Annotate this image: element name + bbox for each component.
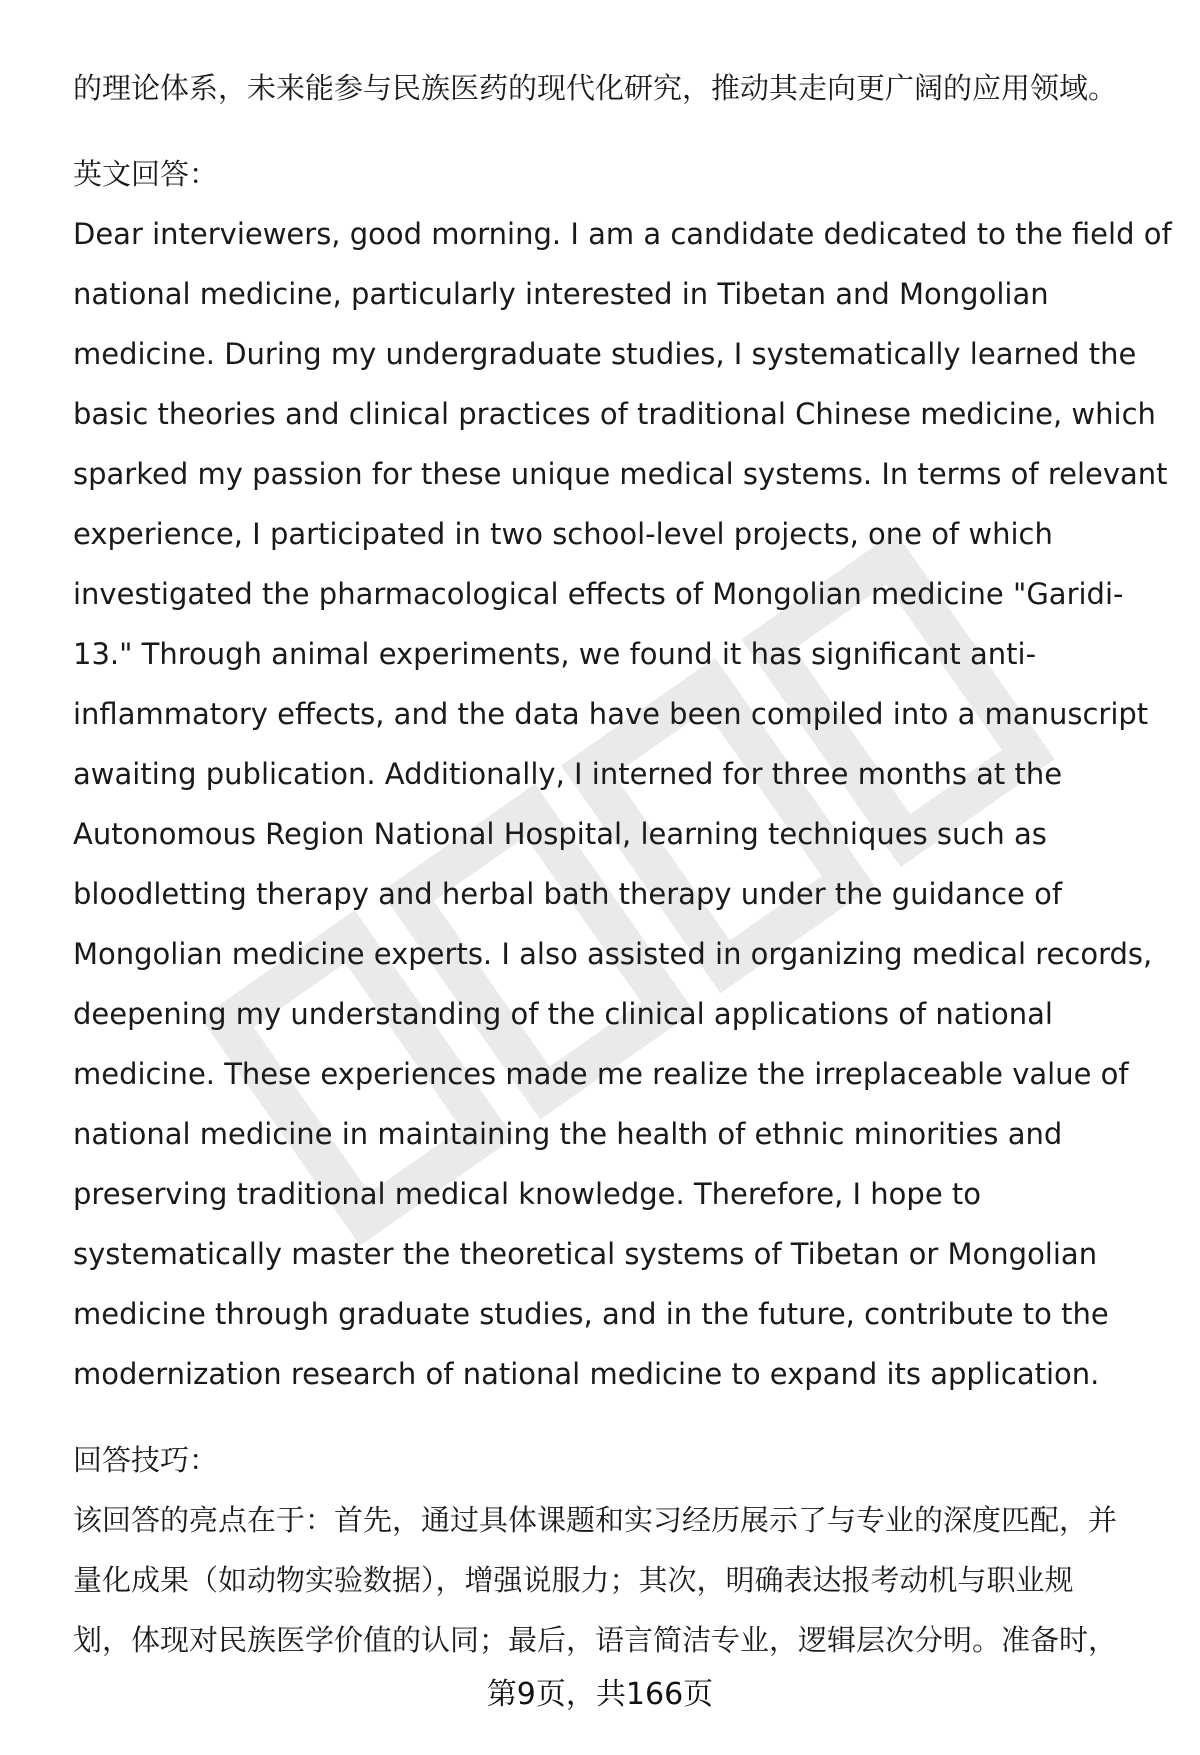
text-line: national medicine in maintaining the health of ethnic minorities and (73, 1117, 1063, 1151)
text-line: national medicine, particularly interested in Tibetan and Mongolian (73, 277, 1049, 311)
text-line: Mongolian medicine experts. I also assisted in organizing medical records, (73, 937, 1153, 971)
text-line: deepening my understanding of the clinical applications of national (73, 997, 1053, 1031)
text-line: Autonomous Region National Hospital, learning techniques such as (73, 817, 1047, 851)
text-line: modernization research of national medicine to expand its application. (73, 1357, 1100, 1391)
english-answer-paragraph (73, 204, 1172, 1404)
text-line: 13." Through animal experiments, we found it has significant anti- (73, 637, 1037, 671)
text-line: systematically master the theoretical systems of Tibetan or Mongolian (73, 1237, 1098, 1271)
text-line: experience, I participated in two school-level projects, one of which (73, 517, 1053, 551)
text-line: 的理论体系，未来能参与民族医药的现代化研究，推动其走向更广阔的应用领域。 (73, 71, 1118, 105)
text-line: medicine through graduate studies, and in the future, contribute to the (73, 1297, 1109, 1331)
text-line: 量化成果（如动物实验数据），增强说服力；其次，明确表达报考动机与职业规 (73, 1563, 1074, 1597)
text-line: basic theories and clinical practices of traditional Chinese medicine, which (73, 397, 1156, 431)
text-line: medicine. These experiences made me realize the irreplaceable value of (73, 1057, 1129, 1091)
answer-tips-heading: 回答技巧： (73, 1443, 219, 1477)
text-line: medicine. During my undergraduate studies, I systematically learned the (73, 337, 1137, 371)
text-line: awaiting publication. Additionally, I interned for three months at the (73, 757, 1063, 791)
text-line: inflammatory effects, and the data have been compiled into a manuscript (73, 697, 1149, 731)
intro-paragraph (73, 58, 1163, 118)
text-line: 该回答的亮点在于：首先，通过具体课题和实习经历展示了与专业的深度匹配，并 (73, 1503, 1118, 1537)
text-line: preserving traditional medical knowledge. Therefore, I hope to (73, 1177, 981, 1211)
page-number-footer: 第9页，共166页 (486, 1677, 714, 1712)
text-line: 划，体现对民族医学价值的认同；最后，语言简洁专业，逻辑层次分明。准备时， (73, 1623, 1118, 1657)
document-body (73, 58, 1172, 1670)
text-line: sparked my passion for these unique medical systems. In terms of relevant (73, 457, 1168, 491)
answer-tips-paragraph (73, 1490, 1163, 1670)
text-line: Dear interviewers, good morning. I am a candidate dedicated to the field of (73, 217, 1172, 251)
english-answer-heading: 英文回答： (73, 157, 219, 191)
text-line: bloodletting therapy and herbal bath therapy under the guidance of (73, 877, 1063, 911)
text-line: investigated the pharmacological effects of Mongolian medicine "Garidi- (73, 577, 1124, 611)
